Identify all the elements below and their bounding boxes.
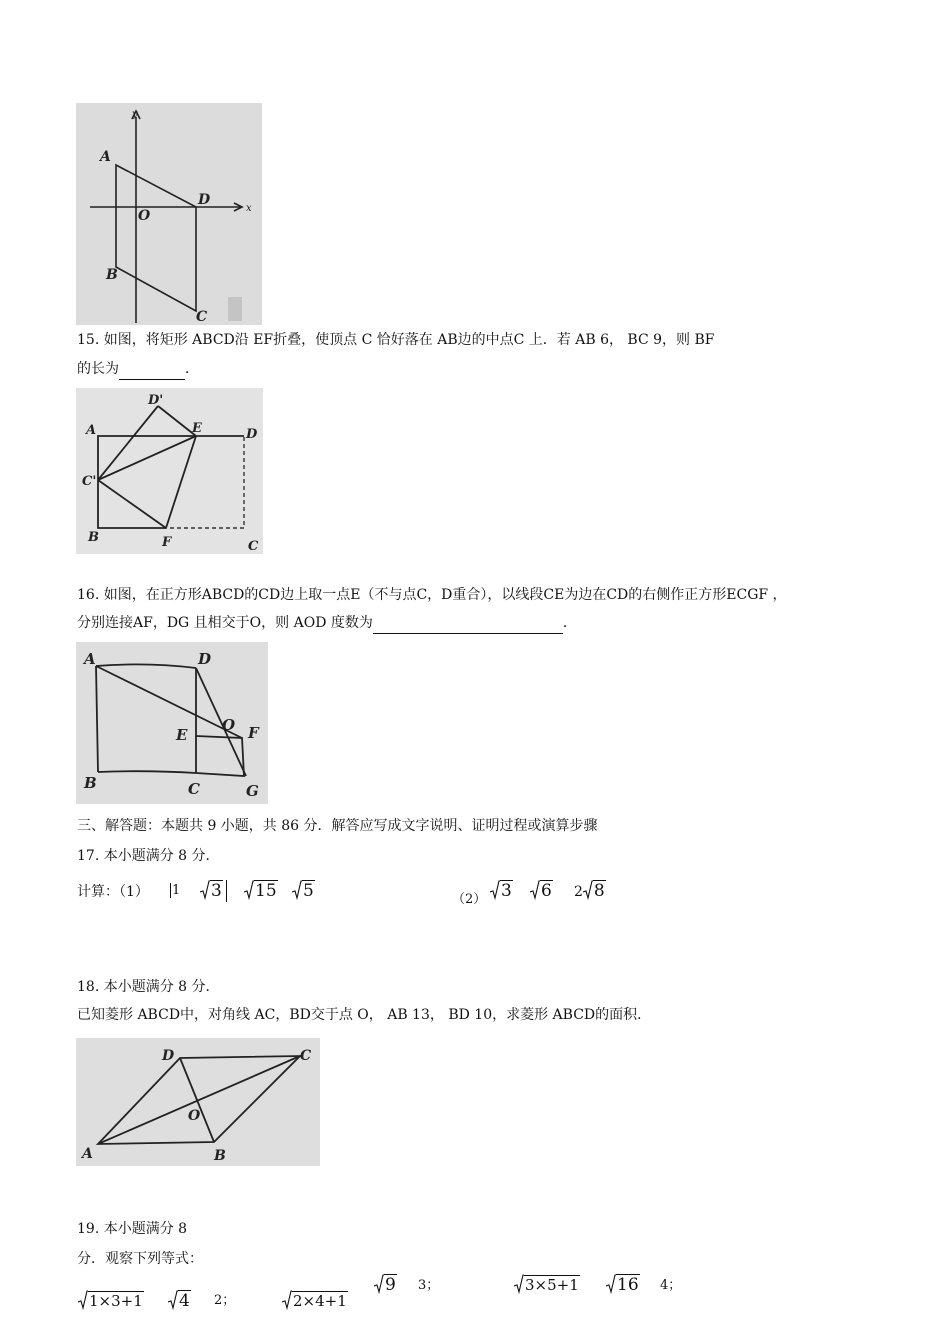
- q19-result-2: 3；: [418, 1278, 440, 1293]
- q19-radicand-9: 9: [385, 1275, 396, 1295]
- point-label-o: O: [138, 208, 151, 224]
- point-label-o: O: [188, 1108, 201, 1124]
- q16-line2-prefix: 分别连接AF，DG 且相交于O，则 AOD 度数为: [77, 615, 373, 631]
- figure-q14-drawing: [76, 103, 262, 325]
- q17-sqrt-3b: [490, 880, 513, 902]
- point-label-f: F: [162, 535, 172, 550]
- point-label-e: E: [192, 421, 202, 436]
- q19-sqrt-16: [606, 1274, 640, 1296]
- q17-radicand-3: 3: [211, 881, 222, 901]
- q17-radicand-3b: 3: [501, 881, 512, 901]
- q15-line2-suffix: ．: [185, 361, 199, 377]
- q15-line2: [77, 359, 199, 380]
- q17-radicand-5: 5: [303, 881, 314, 901]
- q19-radicand-1: 1×3+1: [89, 1292, 143, 1310]
- figure-q18-drawing: [76, 1038, 320, 1166]
- q19-sqrt-9: [374, 1274, 397, 1296]
- figure-q18: [76, 1038, 320, 1166]
- point-label-b: B: [214, 1148, 226, 1164]
- point-label-d: D: [246, 427, 258, 442]
- point-label-d: D: [198, 192, 211, 208]
- q18-header: 18. 本小题满分 8 分．: [77, 979, 220, 995]
- q17-header: 17. 本小题满分 8 分．: [77, 848, 220, 864]
- q17-prefix: 计算：（1）: [77, 884, 149, 900]
- q19-sqrt-expr2: [282, 1290, 348, 1312]
- point-label-b: B: [106, 267, 118, 283]
- q17-radicand-6: 6: [541, 881, 552, 901]
- q17-sqrt-3: [200, 880, 227, 902]
- figure-q15-drawing: [76, 388, 263, 554]
- point-label-d: D: [198, 650, 212, 668]
- q17-abs-value: 1: [172, 883, 181, 898]
- point-label-c: C: [248, 539, 259, 554]
- q17-sqrt-6: [530, 880, 553, 902]
- q19-radicand-2: 2×4+1: [293, 1292, 347, 1310]
- q19-result-1: 2；: [214, 1293, 236, 1308]
- q19-sqrt-expr3: [514, 1274, 580, 1296]
- q17-radicand-8: 8: [593, 881, 605, 901]
- point-label-a: A: [84, 650, 96, 668]
- q15-answer-blank[interactable]: [119, 359, 185, 380]
- figure-q16-drawing: [76, 642, 268, 804]
- point-label-c: C: [196, 309, 208, 325]
- q17-two-sqrt-8: [574, 880, 606, 903]
- q18-body: 已知菱形 ABCD中，对角线 AC，BD交于点 O， AB 13， BD 10，求菱形 ABCD的面积．: [77, 1007, 652, 1023]
- q17-radicand-15: 15: [255, 881, 277, 901]
- figure-q16: [76, 642, 268, 804]
- q19-line2: 分．观察下列等式：: [77, 1251, 203, 1267]
- q17-coefficient: 2: [574, 884, 583, 900]
- figure-q15: [76, 388, 263, 554]
- q17-abs-left-bar: [170, 880, 180, 902]
- point-label-c: C: [188, 780, 200, 798]
- point-label-a: A: [86, 423, 97, 438]
- q15-line1: 15. 如图，将矩形 ABCD沿 EF折叠，使顶点 C 恰好落在 AB边的中点C 上．若 AB 6， BC 9，则 BF: [77, 332, 715, 348]
- point-label-d-prime: D': [148, 393, 164, 408]
- point-label-e: E: [176, 726, 188, 744]
- point-label-o: O: [222, 716, 236, 734]
- point-label-g: G: [246, 782, 259, 800]
- point-label-a: A: [82, 1146, 93, 1162]
- q19-header: 19. 本小题满分 8: [77, 1221, 188, 1237]
- q16-line2: [77, 613, 577, 634]
- q19-radicand-4: 4: [179, 1291, 190, 1311]
- axis-y-label: y: [132, 109, 138, 120]
- q16-line2-suffix: ．: [562, 615, 577, 631]
- point-label-f: F: [248, 724, 259, 742]
- q19-result-3: 4；: [660, 1278, 682, 1293]
- point-label-b: B: [88, 530, 99, 545]
- point-label-d: D: [162, 1048, 175, 1064]
- figure-q14: [76, 103, 262, 325]
- point-label-a: A: [100, 149, 111, 165]
- q17-sqrt-5: [292, 880, 315, 902]
- point-label-c-prime: C': [82, 474, 97, 489]
- axis-x-label: x: [246, 203, 252, 214]
- q19-radicand-16: 16: [617, 1275, 639, 1295]
- q19-sqrt-expr1: [78, 1290, 144, 1312]
- q15-line2-prefix: 的长为: [77, 361, 119, 377]
- q17-sqrt-15: [244, 880, 278, 902]
- q17-part2-label: （2）: [452, 892, 487, 907]
- q19-sqrt-4: [168, 1290, 191, 1312]
- q16-line1: 16. 如图，在正方形ABCD的CD边上取一点E（不与点C，D重合），以线段CE为边在CD的右侧作正方形ECGF ，: [77, 587, 787, 603]
- section3-heading: 三、解答题：本题共 9 小题，共 86 分．解答应写成文字说明、证明过程或演算步骤: [77, 818, 598, 834]
- point-label-b: B: [84, 774, 97, 792]
- q19-radicand-3: 3×5+1: [525, 1276, 579, 1294]
- q16-answer-blank[interactable]: [373, 613, 563, 634]
- point-label-c: C: [300, 1048, 312, 1064]
